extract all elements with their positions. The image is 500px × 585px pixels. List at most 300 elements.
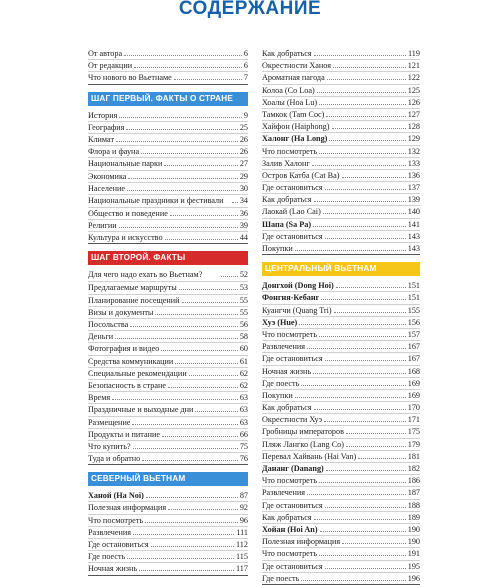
toc-entry (88, 515, 248, 527)
toc-entry-label: Покупки (262, 244, 293, 253)
toc-entry-page-number: 63 (239, 405, 248, 415)
toc-entry (88, 307, 248, 319)
toc-entry (262, 390, 420, 402)
toc-entry-label: Общество и поведение (88, 208, 168, 218)
toc-entry-label: Перевал Хайвань (Hai Van) (262, 451, 357, 461)
dot-leader (301, 385, 405, 386)
toc-entry (262, 451, 420, 463)
toc-entry-label: Праздничные и выходные дни (88, 405, 194, 415)
toc-entry-page-number: 55 (239, 307, 248, 317)
toc-entry (262, 366, 420, 378)
toc-entry (262, 219, 420, 231)
dot-leader (295, 250, 406, 251)
toc-entry-label: Время (88, 393, 111, 403)
dot-leader (164, 165, 237, 166)
toc-entry-label: Как добраться (262, 195, 312, 205)
dot-leader (326, 470, 406, 471)
dot-leader (346, 433, 406, 434)
toc-entry-page-number: 179 (407, 439, 420, 449)
dot-leader (134, 67, 242, 68)
toc-entry (88, 60, 248, 72)
dot-leader (175, 363, 238, 364)
toc-entry-page-number: 61 (239, 356, 248, 366)
dot-leader (323, 213, 406, 214)
toc-entry-page-number: 63 (239, 393, 248, 403)
toc-entry-page-number: 128 (407, 122, 420, 132)
toc-entry-page-number: 26 (239, 134, 248, 144)
toc-entry (88, 356, 248, 368)
dot-leader (319, 104, 406, 105)
toc-entry-page-number: 92 (239, 503, 248, 513)
dot-leader (221, 276, 238, 277)
toc-entry (262, 475, 420, 487)
toc-entry-page-number: 39 (239, 221, 248, 231)
toc-entry-page-number: 117 (236, 564, 248, 574)
toc-entry (88, 331, 248, 343)
dot-leader (314, 519, 406, 520)
dot-leader (128, 178, 237, 179)
toc-entry-label: Гробницы императоров (262, 427, 344, 437)
toc-entry-page-number: 188 (407, 500, 420, 510)
toc-entry (262, 182, 420, 194)
toc-entry-page-number: 186 (407, 476, 420, 486)
toc-entry-label: Где остановиться (88, 540, 149, 549)
dot-leader (124, 55, 242, 56)
toc-entry-page-number: 190 (407, 537, 420, 547)
toc-entry-page-number: 195 (407, 561, 420, 571)
toc-entry-label: Где поесть (88, 552, 126, 562)
dot-leader (319, 336, 406, 337)
toc-entry (88, 453, 248, 464)
toc-entry-label: Климат (88, 134, 115, 144)
dot-leader (314, 55, 406, 56)
toc-entry-page-number: 55 (239, 295, 248, 305)
dot-leader (126, 129, 237, 130)
toc-entry-label: Где остановиться (262, 231, 323, 241)
dot-leader (165, 239, 238, 240)
toc-entry-label: Шапа (Sa Pa) (262, 219, 312, 229)
toc-entry-label: Донгхой (Dong Hoi) (262, 281, 334, 291)
toc-entry (262, 231, 420, 243)
toc-entry-label: Хуэ (Hue) (262, 317, 298, 327)
toc-entry (88, 134, 248, 146)
toc-entry (88, 539, 248, 551)
toc-entry-label: Флора и фауна (88, 147, 140, 157)
dot-leader (314, 409, 406, 410)
toc-entry-label: Ночная жизнь (88, 564, 138, 574)
toc-entry-label: Что нового во Вьетнаме (88, 73, 172, 83)
toc-entry (88, 441, 248, 453)
toc-entry (262, 561, 420, 573)
section-header-step-two: ШАГ ВТОРОЙ. ФАКТЫ (88, 251, 248, 265)
toc-entry-label: Колоа (Co Loa) (262, 85, 315, 95)
dot-leader (307, 348, 406, 349)
toc-entry-page-number: 44 (239, 233, 248, 243)
toc-entry-label: Окрестности Хуэ (262, 415, 323, 425)
toc-entry-label: Полезная информация (88, 503, 167, 513)
toc-entry-label: Где поесть (262, 573, 300, 583)
toc-entry-page-number: 119 (408, 49, 420, 58)
toc-entry-page-number: 169 (407, 378, 420, 388)
toc-entry-page-number: 155 (407, 305, 420, 315)
toc-entry-label: Как добраться (262, 512, 312, 522)
toc-entry (88, 72, 248, 83)
toc-entry (262, 402, 420, 414)
toc-entry-label: Хойан (Hoi An) (262, 524, 318, 534)
toc-entry-page-number: 167 (407, 342, 420, 352)
toc-entry-page-number: 182 (407, 464, 420, 473)
toc-entry-label: Визы и документы (88, 307, 154, 317)
toc-entry-label: Туда и обратно (88, 454, 141, 464)
intro-group (88, 48, 248, 85)
dot-leader (174, 79, 242, 80)
toc-entry-page-number: 60 (239, 344, 248, 354)
toc-entry-label: Остров Катба (Cat Ba) (262, 170, 340, 180)
dot-leader (132, 424, 237, 425)
toc-entry (88, 392, 248, 404)
toc-entry (88, 158, 248, 170)
toc-left-column (88, 48, 248, 576)
toc-entry-label: Продукты и питание (88, 429, 161, 439)
toc-entry-page-number: 143 (407, 244, 420, 253)
toc-entry-page-number: 30 (239, 183, 248, 193)
toc-entry (262, 439, 420, 451)
toc-entry-label: Где остановиться (262, 183, 323, 193)
toc-entry (88, 122, 248, 134)
dot-leader (319, 555, 406, 556)
toc-entry (262, 280, 420, 292)
toc-entry-label: Что посмотреть (88, 515, 144, 525)
toc-entry-page-number: 115 (236, 552, 248, 562)
dot-leader (329, 140, 405, 141)
toc-entry (88, 171, 248, 183)
toc-entry (88, 232, 248, 243)
toc-entry-label: Дананг (Danang) (262, 464, 324, 473)
dot-leader (115, 338, 238, 339)
toc-entry-page-number: 56 (239, 320, 248, 329)
page-title: СОДЕРЖАНИЕ (178, 0, 322, 19)
toc-entry-label: Что посмотреть (262, 329, 318, 339)
toc-entry-label: Как добраться (262, 49, 312, 58)
toc-entry (88, 208, 248, 220)
dot-leader (342, 177, 406, 178)
dot-leader (195, 411, 237, 412)
toc-entry-label: Население (88, 183, 126, 193)
toc-entry-page-number: 137 (407, 183, 420, 193)
toc-entry-label: Культура и искусство (88, 233, 163, 243)
section-step-one-items (88, 110, 248, 245)
toc-entry (262, 512, 420, 524)
dot-leader (325, 238, 406, 239)
toc-entry-page-number: 62 (239, 368, 248, 378)
section-header-north-vietnam: СЕВЕРНЫЙ ВЬЕТНАМ (88, 472, 248, 486)
toc-entry-label: Где остановиться (262, 354, 323, 364)
toc-entry-page-number: 151 (407, 281, 420, 291)
dot-leader (326, 116, 405, 117)
dot-leader (325, 568, 406, 569)
toc-entry (88, 220, 248, 232)
toc-entry-page-number: 191 (407, 549, 420, 559)
toc-entry-page-number: 6 (243, 61, 248, 71)
dot-leader (168, 509, 238, 510)
toc-entry-label: Что купить? (88, 441, 131, 451)
toc-entry-page-number: 36 (239, 208, 248, 218)
toc-entry-page-number: 189 (407, 512, 420, 522)
toc-entry-page-number: 132 (407, 146, 420, 156)
dot-leader (119, 117, 242, 118)
toc-entry-page-number: 75 (239, 441, 248, 451)
toc-entry-label: Что посмотреть (262, 146, 318, 156)
dot-leader (139, 570, 234, 571)
toc-entry-label: Деньги (88, 332, 114, 342)
section-central-vietnam-items (262, 280, 420, 585)
toc-entry-page-number: 58 (239, 332, 248, 342)
toc-entry-label: Хайфон (Haiphong) (262, 122, 330, 132)
toc-entry-page-number: 6 (243, 49, 248, 58)
section-header-step-one: ШАГ ПЕРВЫЙ. ФАКТЫ О СТРАНЕ (88, 92, 248, 106)
toc-entry-label: Планирование посещений (88, 295, 180, 305)
dot-leader (358, 458, 405, 459)
dot-leader (320, 531, 406, 532)
toc-entry-page-number: 111 (236, 527, 248, 537)
toc-entry-page-number: 133 (407, 158, 420, 168)
dot-leader (317, 92, 406, 93)
dot-leader (155, 314, 237, 315)
toc-entry (88, 417, 248, 429)
dot-leader (141, 153, 238, 154)
toc-entry (262, 121, 420, 133)
toc-entry (262, 170, 420, 182)
toc-entry (88, 295, 248, 307)
toc-entry (262, 158, 420, 170)
toc-entry-page-number: 140 (407, 207, 420, 217)
toc-entry-label: Ханой (Ha Noi) (88, 491, 144, 501)
toc-entry-page-number: 96 (239, 515, 248, 525)
toc-entry-page-number: 175 (407, 427, 420, 437)
toc-entry (262, 243, 420, 254)
toc-entry-label: История (88, 110, 118, 120)
dot-leader (313, 226, 406, 227)
toc-entry-page-number: 181 (407, 451, 420, 461)
toc-entry-page-number: 52 (239, 270, 248, 280)
dot-leader (189, 375, 238, 376)
toc-entry (262, 463, 420, 475)
toc-entry (262, 426, 420, 438)
toc-entry-label: Где остановиться (262, 561, 323, 571)
toc-entry (88, 368, 248, 380)
toc-entry-label: Халонг (Ha Long) (262, 134, 328, 144)
dot-leader (307, 494, 406, 495)
toc-entry-label: Развлечения (262, 488, 305, 498)
toc-entry-label: Религии (88, 221, 117, 231)
toc-entry (88, 195, 248, 208)
toc-entry (88, 429, 248, 441)
toc-entry-label: Где поесть (262, 378, 300, 388)
toc-entry-page-number: 112 (236, 540, 248, 549)
toc-entry-label: Национальные парки (88, 159, 163, 169)
toc-entry (262, 146, 420, 158)
dot-leader (325, 189, 406, 190)
toc-entry-page-number: 171 (407, 415, 420, 425)
section-step-two-items (88, 269, 248, 465)
dot-leader (127, 558, 234, 559)
toc-entry (88, 563, 248, 574)
toc-entry (262, 378, 420, 390)
toc-entry (262, 353, 420, 365)
dot-leader (133, 534, 234, 535)
toc-entry-page-number: 26 (239, 147, 248, 157)
toc-entry-page-number: 187 (407, 488, 420, 498)
toc-entry (88, 343, 248, 355)
toc-entry (88, 502, 248, 514)
dot-leader (232, 202, 238, 203)
dot-leader (162, 436, 238, 437)
dot-leader (142, 460, 238, 461)
toc-entry-label: Развлечения (88, 527, 131, 537)
toc-entry (88, 282, 248, 294)
toc-entry-page-number: 76 (239, 454, 248, 464)
toc-entry-page-number: 87 (239, 491, 248, 501)
dot-leader (182, 302, 238, 303)
north-vietnam-continued-items (262, 48, 420, 255)
toc-entry-label: Лаокай (Lao Cai) (262, 207, 321, 217)
toc-entry-page-number: 66 (239, 429, 248, 439)
toc-right-column (262, 48, 420, 585)
toc-entry (88, 183, 248, 195)
toc-entry (88, 146, 248, 158)
toc-entry (262, 194, 420, 206)
dot-leader (324, 421, 406, 422)
toc-entry-label: Фонгня-Кебанг (262, 293, 320, 303)
dot-leader (146, 497, 238, 498)
toc-entry-label: Средства коммуникации (88, 356, 174, 366)
toc-entry-page-number: 190 (407, 524, 420, 534)
toc-entry-label: Фотография и видео (88, 344, 160, 354)
dot-leader (151, 546, 234, 547)
toc-entry (262, 206, 420, 218)
toc-entry-label: Полезная информация (262, 537, 341, 547)
toc-entry (262, 536, 420, 548)
toc-entry (88, 404, 248, 416)
toc-entry-label: Для чего надо ехать во Вьетнам? (88, 270, 203, 280)
dot-leader (130, 326, 238, 327)
toc-entry-label: Безопасность в стране (88, 380, 167, 390)
dot-leader (342, 543, 406, 544)
toc-entry (88, 319, 248, 331)
toc-entry-label: Ароматная пагода (262, 73, 325, 83)
dot-leader (321, 299, 405, 300)
toc-entry-label: Покупки (262, 390, 293, 400)
toc-entry (262, 487, 420, 499)
toc-entry-label: Специальные рекомендации (88, 368, 187, 378)
toc-entry-label: От автора (88, 49, 123, 58)
toc-entry (262, 60, 420, 72)
toc-entry-label: Окрестности Ханоя (262, 61, 331, 71)
toc-entry-label: Посольства (88, 320, 129, 329)
toc-entry-label: Как добраться (262, 403, 312, 413)
toc-entry-page-number: 143 (407, 231, 420, 241)
toc-entry-page-number: 125 (407, 85, 420, 95)
toc-entry-page-number: 27 (239, 159, 248, 169)
toc-entry-label: Национальные праздники и фестивали (88, 195, 224, 205)
toc-entry (262, 48, 420, 60)
dot-leader (179, 289, 238, 290)
toc-entry-label: Развлечения (262, 342, 305, 352)
toc-entry-page-number: 169 (407, 390, 420, 400)
dot-leader (312, 165, 406, 166)
toc-entry-label: География (88, 122, 125, 132)
toc-entry (262, 305, 420, 317)
toc-entry-page-number: 157 (407, 329, 420, 339)
dot-leader (119, 227, 238, 228)
toc-entry (88, 527, 248, 539)
toc-entry-page-number: 29 (239, 171, 248, 181)
dot-leader (295, 397, 406, 398)
toc-entry-label: Что посмотреть (262, 549, 318, 559)
dot-leader (299, 324, 405, 325)
section-header-central-vietnam: ЦЕНТРАЛЬНЫЙ ВЬЕТНАМ (262, 262, 420, 276)
toc-entry (262, 72, 420, 84)
toc-entry-page-number: 196 (407, 573, 420, 583)
toc-entry (262, 329, 420, 341)
toc-entry (262, 292, 420, 304)
dot-leader (327, 79, 406, 80)
dot-leader (332, 128, 406, 129)
toc-entry-page-number: 63 (239, 417, 248, 427)
dot-leader (313, 373, 406, 374)
toc-entry-page-number: 151 (407, 293, 420, 303)
toc-entry-page-number: 170 (407, 403, 420, 413)
toc-entry-page-number: 167 (407, 354, 420, 364)
toc-entry-label: Экономика (88, 171, 127, 181)
dot-leader (325, 507, 406, 508)
toc-entry (262, 414, 420, 426)
toc-entry-page-number: 34 (239, 195, 249, 205)
toc-entry (262, 573, 420, 584)
section-north-vietnam-items (88, 490, 248, 575)
toc-entry-label: От редакции (88, 61, 133, 71)
dot-leader (112, 399, 238, 400)
toc-entry-page-number: 129 (407, 134, 420, 144)
toc-entry (88, 48, 248, 60)
dot-leader (333, 67, 406, 68)
toc-entry-page-number: 139 (407, 195, 420, 205)
dot-leader (334, 312, 406, 313)
toc-entry (88, 110, 248, 122)
toc-entry (262, 524, 420, 536)
toc-entry-page-number: 168 (407, 366, 420, 376)
toc-entry-page-number: 122 (407, 73, 420, 83)
toc-entry (262, 109, 420, 121)
toc-entry-page-number: 9 (243, 110, 248, 120)
toc-entry-label: Хоалы (Hoa Lu) (262, 97, 318, 107)
dot-leader (314, 201, 406, 202)
toc-entry (88, 551, 248, 563)
toc-entry-page-number: 25 (239, 122, 248, 132)
toc-entry-label: Что посмотреть (262, 476, 318, 486)
toc-entry-label: Пляж Лангко (Lang Co) (262, 439, 344, 449)
dot-leader (116, 141, 238, 142)
dot-leader (325, 360, 406, 361)
dot-leader (301, 580, 405, 581)
toc-entry-page-number: 127 (407, 109, 420, 119)
dot-leader (145, 522, 238, 523)
dot-leader (133, 448, 238, 449)
toc-entry-page-number: 156 (407, 317, 420, 327)
toc-entry (88, 380, 248, 392)
toc-entry (88, 490, 248, 502)
toc-entry (262, 85, 420, 97)
